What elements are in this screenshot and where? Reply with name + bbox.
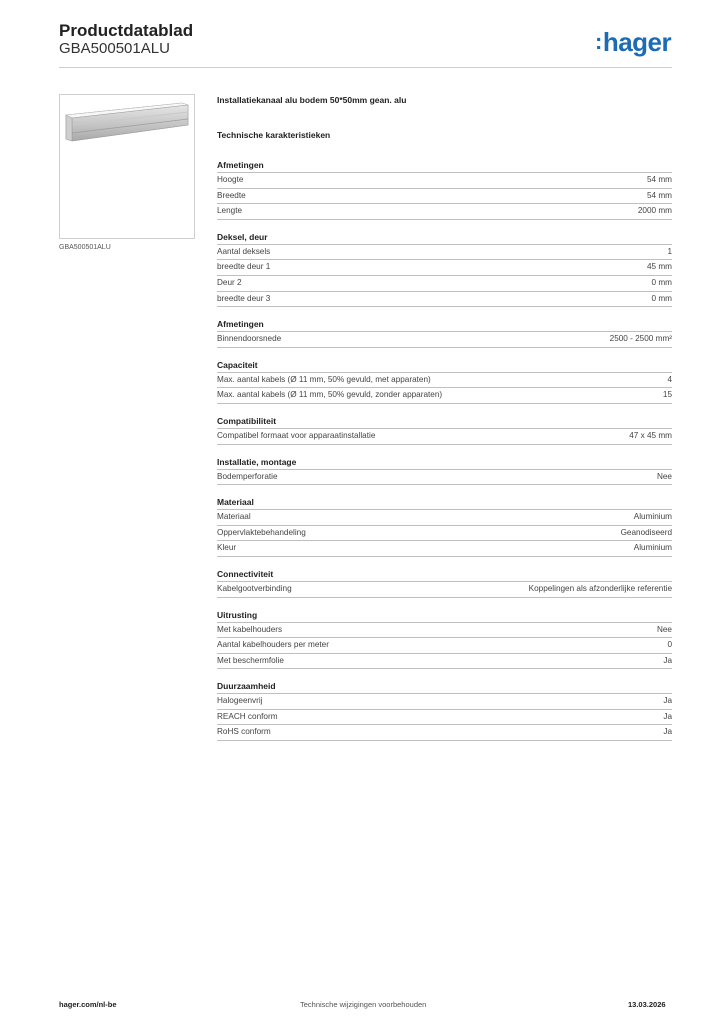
spec-value: Aluminium <box>633 512 672 522</box>
section-title: Materiaal <box>217 497 254 508</box>
spec-row <box>217 653 672 670</box>
spec-value: 54 mm <box>646 190 672 200</box>
spec-section <box>217 608 672 670</box>
spec-value: Ja <box>663 655 672 665</box>
spec-section <box>217 358 672 404</box>
spec-value: Aluminium <box>633 543 672 553</box>
section-title: Uitrusting <box>217 609 258 620</box>
spec-row <box>217 203 672 220</box>
spec-value: Ja <box>663 696 672 706</box>
logo-dots-icon: : <box>595 29 602 54</box>
spec-label: Max. aantal kabels (Ø 11 mm, 50% gevuld, met apparaten) <box>217 374 431 384</box>
section-title: Connectiviteit <box>217 568 274 579</box>
spec-value: 0 mm <box>651 293 672 303</box>
image-caption: GBA500501ALU <box>59 244 111 251</box>
spec-value: 1 <box>667 246 672 256</box>
product-description: Installatiekanaal alu bodem 50*50mm gean. alu <box>217 95 407 105</box>
section-title: Compatibiliteit <box>217 415 277 426</box>
section-title: Afmetingen <box>217 319 264 330</box>
section-title: Duurzaamheid <box>217 681 276 692</box>
spec-row <box>217 275 672 291</box>
spec-value: 2500 - 2500 mm² <box>609 334 672 344</box>
logo-text: hager <box>602 27 672 57</box>
footer-date: 13.03.2026 <box>628 1000 666 1009</box>
spec-label: Kabelgootverbinding <box>217 583 292 593</box>
spec-label: Halogeenvrij <box>217 696 263 706</box>
spec-section <box>217 158 672 220</box>
spec-label: breedte deur 3 <box>217 293 271 303</box>
cable-trunking-icon <box>60 95 194 238</box>
spec-label: Lengte <box>217 206 243 216</box>
spec-value: Ja <box>663 711 672 721</box>
spec-label: Compatibel formaat voor apparaatinstallatie <box>217 430 376 440</box>
spec-label: Met beschermfolie <box>217 655 284 665</box>
spec-value: 4 <box>667 374 672 384</box>
spec-row <box>217 188 672 204</box>
spec-value: 45 mm <box>646 262 672 272</box>
spec-row <box>217 525 672 541</box>
section-title: Installatie, montage <box>217 456 297 467</box>
spec-value: 15 <box>662 390 672 400</box>
spec-row <box>217 581 672 598</box>
spec-label: Max. aantal kabels (Ø 11 mm, 50% gevuld, zonder apparaten) <box>217 390 443 400</box>
spec-label: Materiaal <box>217 512 251 522</box>
spec-label: Breedte <box>217 190 246 200</box>
spec-label: breedte deur 1 <box>217 262 271 272</box>
spec-label: Aantal deksels <box>217 246 271 256</box>
spec-label: Hoogte <box>217 175 244 184</box>
spec-row <box>217 172 672 188</box>
spec-value: 2000 mm <box>637 206 672 216</box>
spec-value: 47 x 45 mm <box>629 430 672 440</box>
hager-logo <box>595 27 671 58</box>
product-code: GBA500501ALU <box>59 40 170 57</box>
spec-row <box>217 724 672 741</box>
spec-section <box>217 414 672 445</box>
spec-section <box>217 495 672 557</box>
section-title: Afmetingen <box>217 160 264 170</box>
spec-section <box>217 679 672 741</box>
spec-label: Met kabelhouders <box>217 624 283 634</box>
product-image <box>59 94 195 239</box>
spec-value: Ja <box>663 727 672 737</box>
spec-row <box>217 244 672 260</box>
spec-row <box>217 693 672 709</box>
spec-label: Kleur <box>217 543 237 553</box>
spec-row <box>217 509 672 525</box>
spec-section <box>217 455 672 486</box>
spec-label: Bodemperforatie <box>217 471 278 481</box>
spec-row <box>217 540 672 557</box>
spec-row <box>217 709 672 725</box>
spec-row <box>217 469 672 486</box>
spec-value: Koppelingen als afzonderlijke referentie <box>528 583 672 593</box>
spec-value: Geanodiseerd <box>620 527 672 537</box>
section-title: Capaciteit <box>217 359 258 370</box>
spec-row <box>217 259 672 275</box>
spec-row <box>217 387 672 404</box>
tech-heading: Technische karakteristieken <box>217 130 331 140</box>
spec-content <box>217 95 672 751</box>
spec-row <box>217 637 672 653</box>
spec-value: 54 mm <box>646 175 672 184</box>
header-divider <box>59 67 672 68</box>
spec-section <box>217 230 672 307</box>
spec-row <box>217 622 672 638</box>
spec-label: Aantal kabelhouders per meter <box>217 640 329 650</box>
spec-row <box>217 331 672 348</box>
spec-row <box>217 291 672 308</box>
spec-value: Nee <box>656 624 672 634</box>
footer-website: hager.com/nl-be <box>59 1000 117 1009</box>
spec-label: REACH conform <box>217 711 278 721</box>
spec-label: RoHS conform <box>217 727 271 737</box>
spec-value: 0 mm <box>651 277 672 287</box>
spec-row <box>217 372 672 388</box>
spec-sections <box>217 158 672 741</box>
spec-label: Binnendoorsnede <box>217 334 282 344</box>
spec-label: Deur 2 <box>217 277 242 287</box>
spec-value: 0 <box>667 640 672 650</box>
footer-notice: Technische wijzigingen voorbehouden <box>300 1000 427 1009</box>
section-title: Deksel, deur <box>217 231 268 242</box>
document-title: Productdatablad <box>59 21 194 40</box>
spec-label: Oppervlaktebehandeling <box>217 527 306 537</box>
spec-row <box>217 428 672 445</box>
spec-section <box>217 317 672 348</box>
spec-value: Nee <box>656 471 672 481</box>
spec-section <box>217 567 672 598</box>
